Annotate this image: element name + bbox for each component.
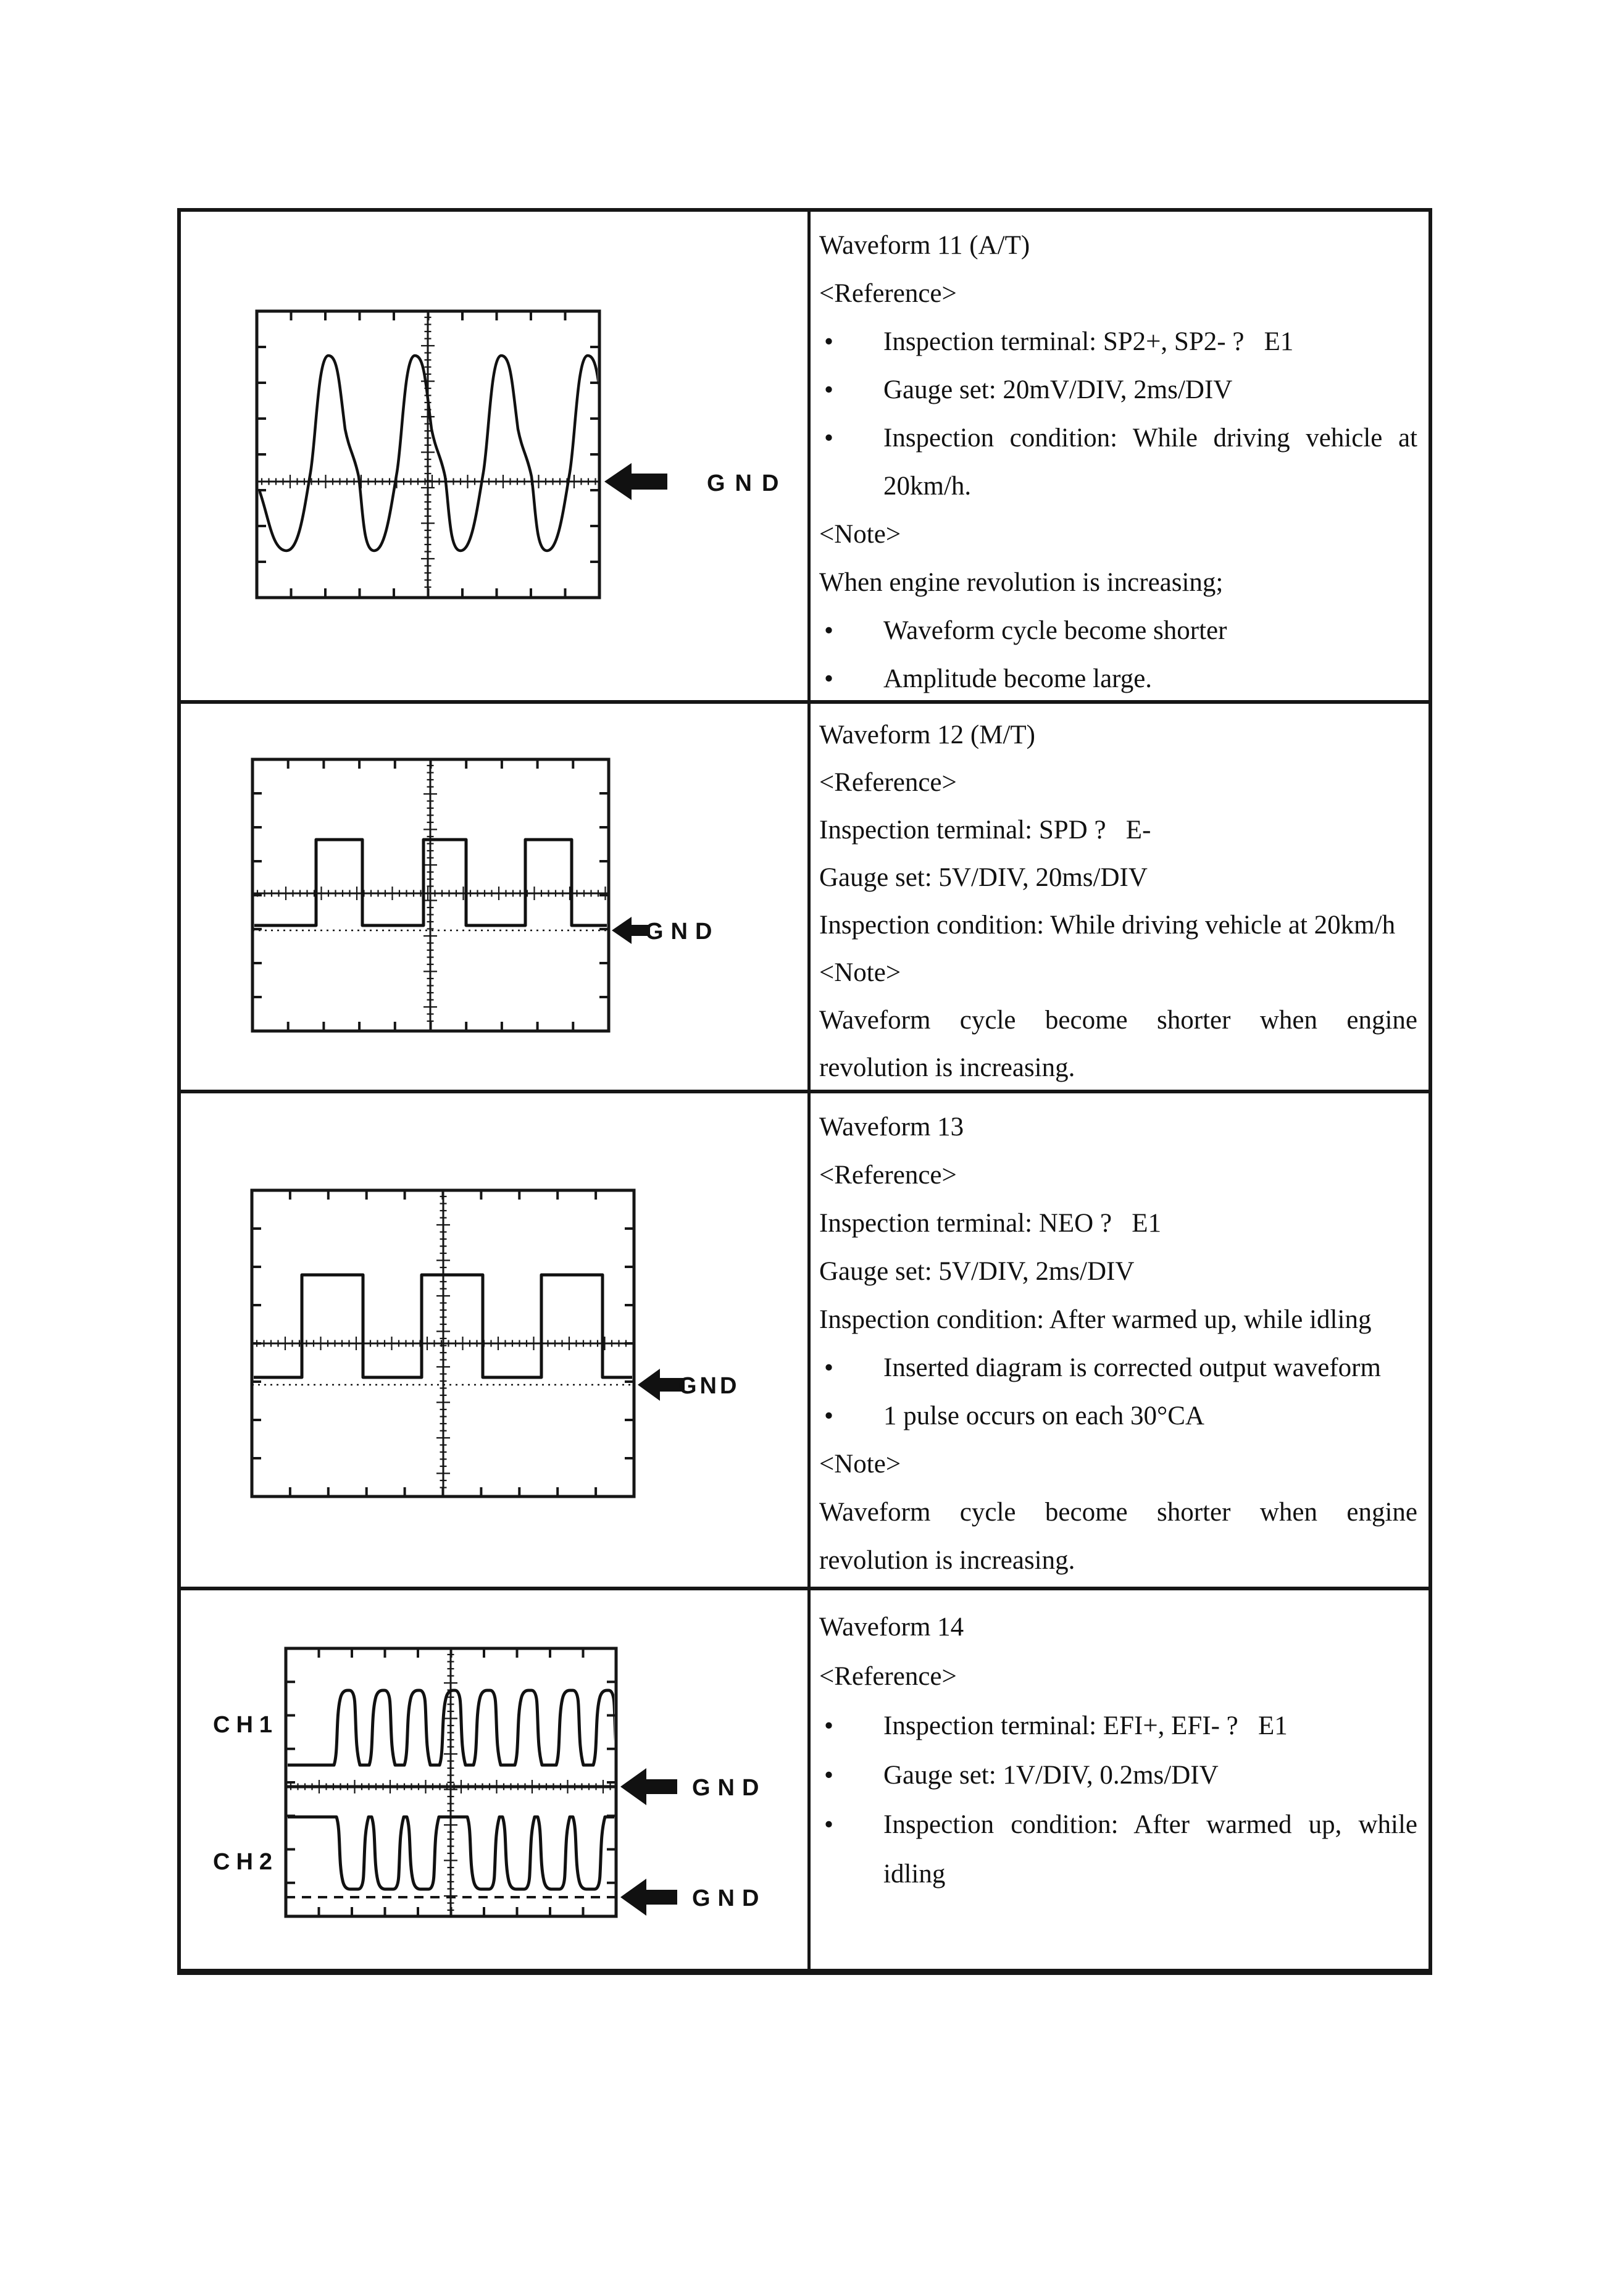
table-row-waveform-14 bbox=[181, 1590, 1429, 1969]
text-content: Gauge set: 1V/DIV, 0.2ms/DIV bbox=[883, 1761, 1219, 1790]
oscilloscope-figure-waveform-11 bbox=[181, 212, 811, 700]
text-content: <Reference> bbox=[819, 279, 957, 308]
text-content: <Note> bbox=[819, 958, 901, 987]
text-content: When engine revolution is increasing; bbox=[819, 568, 1224, 597]
figure-cell-waveform-11 bbox=[181, 212, 811, 700]
text-content: Inspection terminal: SP2+, SP2- ? E1 bbox=[883, 327, 1294, 356]
text-line bbox=[819, 1652, 1417, 1701]
text-line bbox=[819, 1296, 1417, 1344]
table-row-waveform-11 bbox=[181, 212, 1429, 704]
text-content: Inspection condition: While driving vehicle at 20km/h bbox=[819, 911, 1396, 940]
oscilloscope-figure-waveform-13 bbox=[181, 1093, 811, 1587]
text-line bbox=[819, 1151, 1417, 1200]
text-line bbox=[819, 1488, 1417, 1537]
text-content: Gauge set: 5V/DIV, 20ms/DIV bbox=[819, 863, 1148, 892]
text-content: <Note> bbox=[819, 1450, 901, 1479]
table-row-waveform-12 bbox=[181, 704, 1429, 1093]
bullet-dot: • bbox=[824, 1810, 834, 1839]
text-content: Inserted diagram is corrected output waveform bbox=[883, 1353, 1381, 1382]
figure-cell-waveform-13 bbox=[181, 1093, 811, 1587]
text-content: idling bbox=[883, 1860, 946, 1889]
text-content: <Reference> bbox=[819, 1161, 957, 1190]
text-line bbox=[819, 1344, 1417, 1392]
text-content: Inspection terminal: NEO ? E1 bbox=[819, 1209, 1162, 1238]
text-line bbox=[819, 806, 1417, 854]
text-content: Inspection condition: After warmed up, while bbox=[883, 1810, 1417, 1839]
text-content: Waveform cycle become shorter bbox=[883, 616, 1227, 645]
text-line bbox=[819, 270, 1417, 318]
text-line bbox=[819, 607, 1417, 655]
gnd-label: GND bbox=[692, 1775, 767, 1801]
channel-label: CH2 bbox=[213, 1849, 279, 1875]
text-line bbox=[819, 462, 1417, 511]
gnd-arrow-icon bbox=[604, 463, 667, 500]
text-line bbox=[819, 1800, 1417, 1850]
figure-cell-waveform-14 bbox=[181, 1590, 811, 1969]
text-line bbox=[819, 1103, 1417, 1151]
text-line bbox=[819, 559, 1417, 607]
text-line bbox=[819, 711, 1417, 759]
text-line bbox=[819, 854, 1417, 901]
scope-grid bbox=[286, 1648, 616, 1916]
gnd-label: GND bbox=[707, 470, 789, 496]
text-content: Gauge set: 20mV/DIV, 2ms/DIV bbox=[883, 375, 1233, 404]
text-line bbox=[819, 996, 1417, 1044]
gnd-label: GND bbox=[678, 1373, 740, 1399]
text-content: Waveform 11 (A/T) bbox=[819, 231, 1030, 260]
scope-grid bbox=[257, 311, 599, 598]
figure-cell-waveform-12 bbox=[181, 704, 811, 1090]
bullet-dot: • bbox=[824, 1401, 834, 1430]
text-line bbox=[819, 318, 1417, 366]
text-line bbox=[819, 511, 1417, 559]
text-cell-waveform-12 bbox=[811, 704, 1429, 1090]
text-line bbox=[819, 1701, 1417, 1751]
waveform-table bbox=[177, 208, 1432, 1975]
text-content: Waveform 12 (M/T) bbox=[819, 720, 1035, 749]
oscilloscope-figure-waveform-12 bbox=[181, 704, 811, 1090]
text-line bbox=[819, 1044, 1417, 1090]
text-content: revolution is increasing. bbox=[819, 1053, 1075, 1082]
bullet-dot: • bbox=[824, 327, 834, 356]
text-line bbox=[819, 655, 1417, 700]
gnd-arrow-icon bbox=[638, 1369, 685, 1401]
text-line bbox=[819, 1537, 1417, 1585]
text-cell-waveform-14 bbox=[811, 1590, 1429, 1969]
text-cell-waveform-13 bbox=[811, 1093, 1429, 1587]
bullet-dot: • bbox=[824, 1711, 834, 1740]
text-line bbox=[819, 222, 1417, 270]
text-content: Waveform cycle become shorter when engine bbox=[819, 1498, 1417, 1527]
text-content: Amplitude become large. bbox=[883, 664, 1153, 693]
bullet-dot: • bbox=[824, 375, 834, 404]
text-content: Inspection condition: After warmed up, while idling bbox=[819, 1305, 1372, 1334]
text-content: Waveform cycle become shorter when engine bbox=[819, 1006, 1417, 1035]
bullet-dot: • bbox=[824, 1353, 834, 1382]
oscilloscope-figure-waveform-14 bbox=[181, 1590, 811, 1969]
text-line bbox=[819, 1440, 1417, 1488]
text-content: Waveform 14 bbox=[819, 1613, 964, 1642]
table-row-waveform-13 bbox=[181, 1093, 1429, 1590]
text-cell-waveform-11 bbox=[811, 212, 1429, 700]
text-content: Inspection terminal: EFI+, EFI- ? E1 bbox=[883, 1711, 1288, 1740]
text-content: Gauge set: 5V/DIV, 2ms/DIV bbox=[819, 1257, 1135, 1286]
bullet-dot: • bbox=[824, 616, 834, 645]
bullet-dot: • bbox=[824, 1761, 834, 1790]
text-content: 1 pulse occurs on each 30°CA bbox=[883, 1401, 1204, 1430]
text-content: <Reference> bbox=[819, 1662, 957, 1691]
scope-grid bbox=[252, 759, 609, 1031]
text-content: <Reference> bbox=[819, 768, 957, 797]
text-line bbox=[819, 1200, 1417, 1248]
scope-grid bbox=[252, 1190, 634, 1497]
text-line bbox=[819, 414, 1417, 462]
bullet-dot: • bbox=[824, 424, 834, 453]
gnd-arrow-icon bbox=[620, 1879, 677, 1916]
gnd-label: GND bbox=[645, 919, 720, 945]
channel-label: CH1 bbox=[213, 1712, 279, 1738]
text-line bbox=[819, 759, 1417, 806]
text-content: revolution is increasing. bbox=[819, 1546, 1075, 1575]
text-line bbox=[819, 1248, 1417, 1296]
gnd-arrow-icon bbox=[612, 917, 650, 944]
text-line bbox=[819, 949, 1417, 996]
text-line bbox=[819, 1850, 1417, 1899]
text-line bbox=[819, 1603, 1417, 1652]
text-line bbox=[819, 366, 1417, 414]
text-line bbox=[819, 901, 1417, 949]
text-content: 20km/h. bbox=[883, 472, 972, 501]
text-content: <Note> bbox=[819, 520, 901, 549]
waveform-trace bbox=[259, 356, 633, 551]
text-line bbox=[819, 1392, 1417, 1440]
bullet-dot: • bbox=[824, 664, 834, 693]
gnd-arrow-icon bbox=[620, 1768, 677, 1805]
text-content: Waveform 13 bbox=[819, 1113, 964, 1142]
text-content: Inspection condition: While driving vehicle at bbox=[883, 424, 1417, 453]
gnd-label: GND bbox=[692, 1885, 767, 1911]
text-content: Inspection terminal: SPD ? E- bbox=[819, 816, 1151, 845]
text-line bbox=[819, 1751, 1417, 1800]
